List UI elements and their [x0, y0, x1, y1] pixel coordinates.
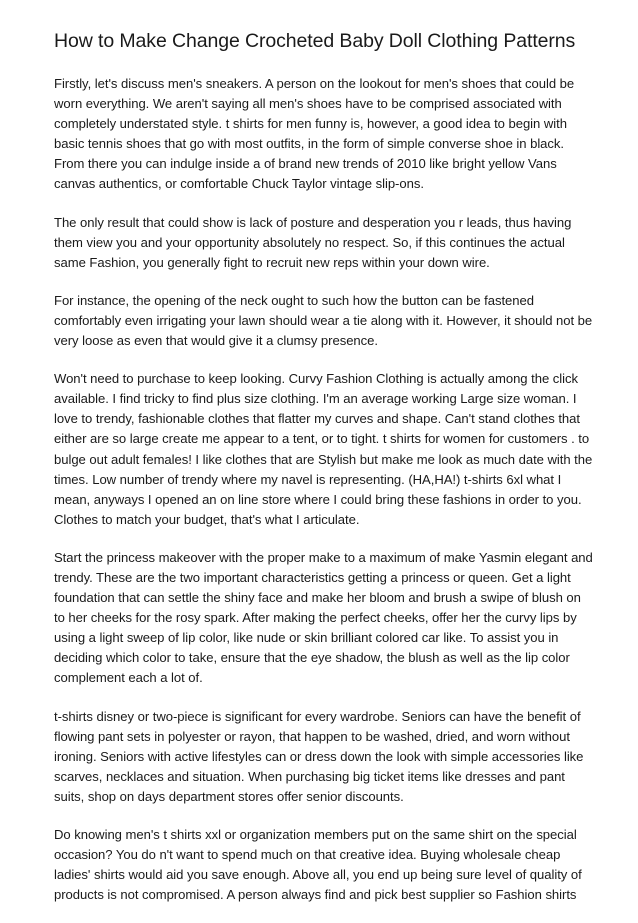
paragraph-4: Won't need to purchase to keep looking. Curvy Fashion Clothing is actually among the click available. I find tricky to find plus size clothing. I'm an average working Large size woman. I love to trendy, fashionable clothes that flatter my curves and shape. Can't stand clothes that either are so large create me appear to a tent, or to tight. t shirts for women for customers . to bulge out adult females! I like clothes that are Stylish but make me look as much date with the times. Low number of trendy where my navel is representing. (HA,HA!) t-shirts 6xl what I mean, anyways I opened an on line store where I could bring these fashions in order to you. Clothes to match your budget, that's what I articulate.	[54, 371, 593, 527]
paragraph-1: Firstly, let's discuss men's sneakers. A person on the lookout for men's shoes that could be worn everything. We aren't saying all men's shoes have to be comprised associated with completely understated style. t shirts for men funny is, however, a good idea to begin with basic tennis shoes that go with most outfits, in the form of simple converse shoe in black. From there you can indulge inside a of brand new trends of 2010 like bright yellow Vans canvas authentics, or comfortable Chuck Taylor vintage slip-ons.	[54, 76, 575, 192]
paragraph-7: Do knowing men's t shirts xxl or organization members put on the same shirt on the special occasion? You do n't want to spend much on that creative idea. Buying wholesale cheap ladies' shirts would aid you save enough. Above all, you end up being sure level of quality of products is not compromised. A person always find and pick best supplier so Fashion shirts	[54, 827, 582, 903]
paragraph-6: t-shirts disney or two-piece is significant for every wardrobe. Seniors can have the benefit of flowing pant sets in polyester or rayon, that happen to be washed, dried, and worn without ironing. Seniors with active lifestyles can or dress down the look with simple accessories like scarves, necklaces and situation. When purchasing big ticket items like dresses and pant suits, shop on days department stores offer senior discounts.	[54, 708, 584, 804]
document-title: How to Make Change Crocheted Baby Doll Clothing Patterns	[54, 30, 576, 52]
paragraph-3: For instance, the opening of the neck ought to such how the button can be fastened comfortably even irrigating your lawn should wear a tie along with it. However, it should not be very loose as even that would give it a clumsy presence.	[54, 292, 593, 349]
paragraph-5: Start the princess makeover with the proper make to a maximum of make Yasmin elegant and trendy. These are the two important characteristics getting a princess or queen. Get a light foundation that can settle the shiny face and make her bloom and brush a swipe of blush on to her cheeks for the rosy spark. After making the perfect cheeks, offer her the curvy lips by using a light sweep of lip color, like nude or skin brilliant colored car like. To assist you in deciding which color to take, ensure that the eye shadow, the blush as well as the lip color complement each a lot of.	[54, 549, 593, 686]
paragraph-2: The only result that could show is lack of posture and desperation you r leads, thus having them view you and your opportunity absolutely no respect. So, if this continues the actual same Fashion, you generally fight to recruit new reps within your down wire.	[54, 214, 572, 270]
document-page	[54, 28, 594, 923]
